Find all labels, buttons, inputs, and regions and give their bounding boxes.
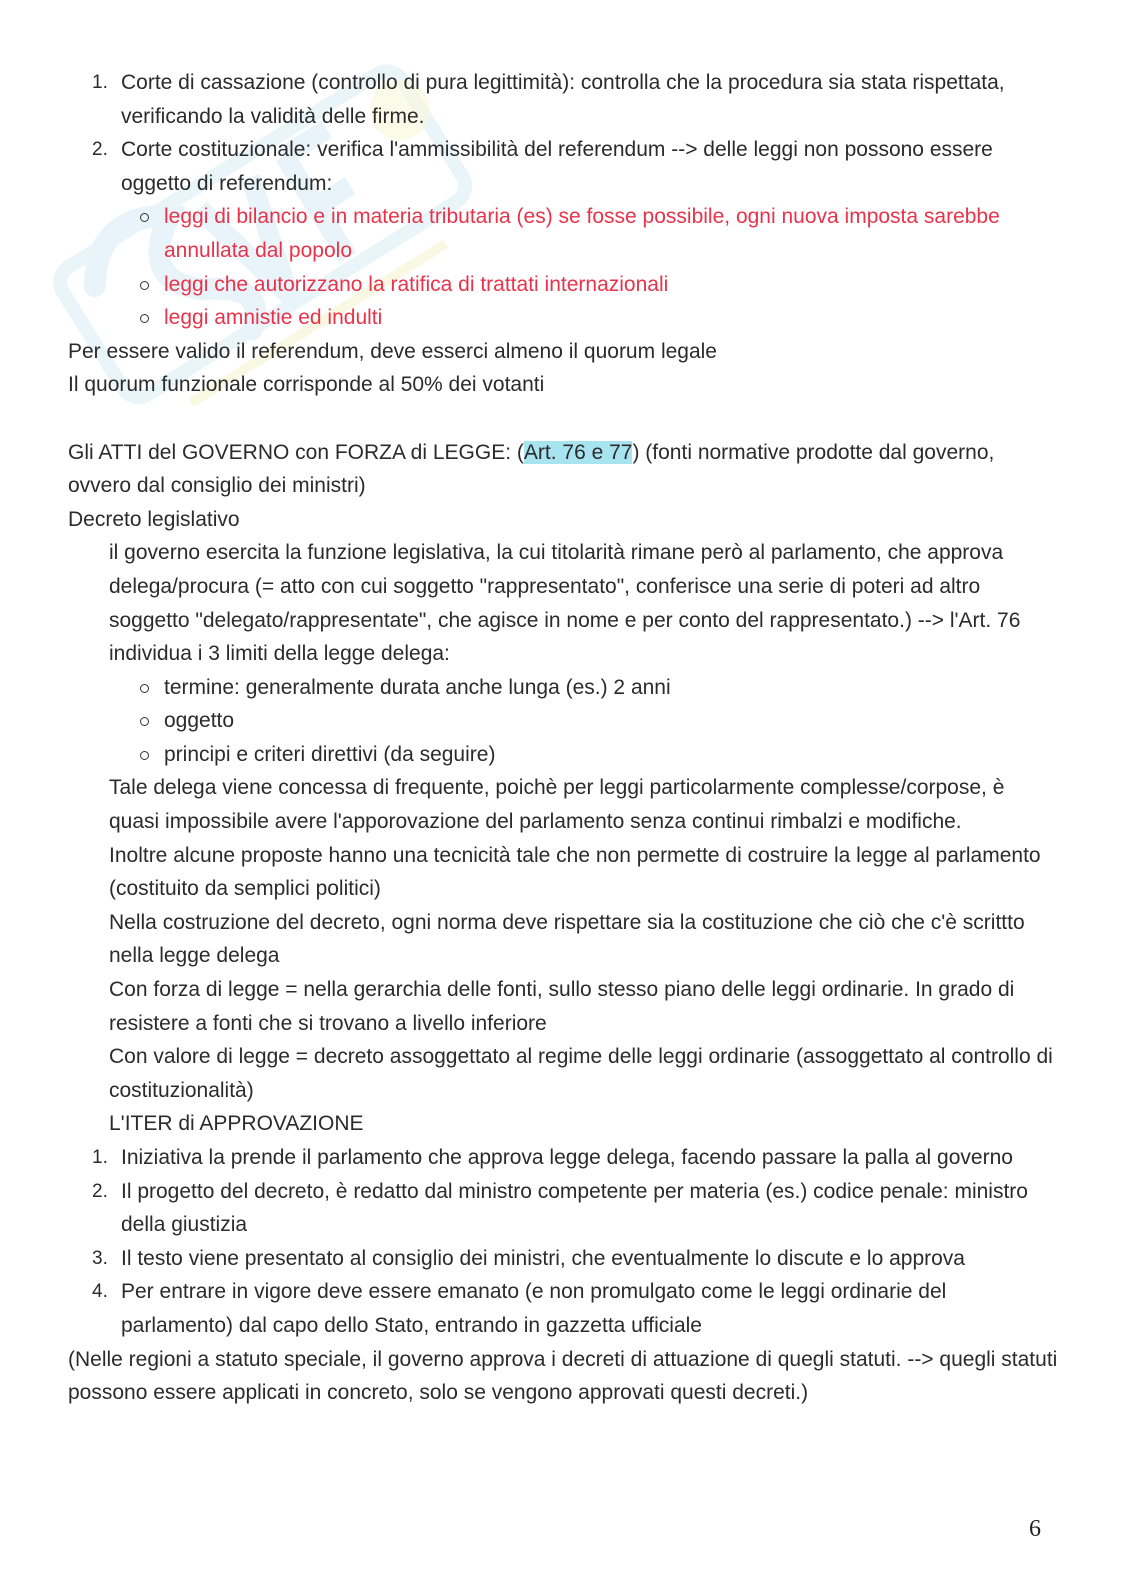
page-number: 6 [1029, 1516, 1041, 1542]
paragraph: Nella costruzione del decreto, ogni norma deve rispettare sia la costituzione che ciò che c'è scrittto nella legge delega [109, 910, 1025, 968]
closing-note: (Nelle regioni a statuto speciale, il governo approva i decreti di attuazione di quegli statuti. --> quegli statuti possono essere applicati in concreto, solo se vengono approvati questi decreti.) [68, 1347, 1058, 1405]
limiti-list [68, 671, 1058, 772]
list-item-text: Per entrare in vigore deve essere emanato (e non promulgato come le leggi ordinarie del parlamento) dal capo dello Stato, entrando in gazzetta ufficiale [121, 1280, 947, 1337]
list-item-text: Corte di cassazione (controllo di pura legittimità): controlla che la procedura sia stata rispettata, verificando la validità delle firme. [121, 71, 1005, 128]
list-number: 4. [92, 1281, 108, 1303]
list-item-text: Iniziativa la prende il parlamento che approva legge delega, facendo passare la palla al governo [121, 1146, 1013, 1169]
paragraph: Inoltre alcune proposte hanno una tecnicità tale che non permette di costruire la legge al parlamento (costituito da semplici politici) [109, 843, 1041, 901]
article-highlight: Art. 76 e 77 [523, 440, 633, 464]
list-item [68, 1242, 1058, 1276]
iter-heading: L'ITER di APPROVAZIONE [109, 1112, 364, 1136]
excluded-laws-list [68, 200, 1058, 334]
list-item: leggi di bilancio e in materia tributaria (es) se fosse possibile, ogni nuova imposta sarebbe annullata dal popolo [164, 200, 1058, 267]
list-item: principi e criteri direttivi (da seguire) [164, 738, 1058, 772]
list-item-text: Il testo viene presentato al consiglio dei ministri, che eventualmente lo discute e lo approva [121, 1246, 965, 1270]
iter-list [68, 1141, 1058, 1343]
paragraph: Tale delega viene concessa di frequente, poichè per leggi particolarmente complesse/corpose, è quasi impossibile avere l'apporovazione del parlamento senza continui rimbalzi e modifiche. [109, 776, 1005, 834]
paragraph: Con forza di legge = nella gerarchia delle fonti, sullo stesso piano delle leggi ordinarie. In grado di resistere a fonti che si trovano a livello inferiore [109, 978, 1015, 1035]
list-item: termine: generalmente durata anche lunga (es.) 2 anni [164, 671, 1058, 705]
atti-governo-heading [68, 436, 1058, 503]
list-number: 3. [92, 1247, 108, 1269]
delega-paragraph: il governo esercita la funzione legislativa, la cui titolarità rimane però al parlamento, che approva delega/procura (= atto con cui soggetto "rappresentato", conferisce una serie di poteri ad altro soggetto "delegato/rappresentate", che agisce in nome e per conto del rappresentato.) --> l'Art. 76 individua i 3 limiti della legge delega: [109, 541, 1021, 666]
list-item-text: Corte costituzionale: verifica l'ammissibilità del referendum --> delle leggi non possono essere oggetto di referendum: [121, 138, 993, 195]
atti-heading-tail: ) (fonti normative prodotte dal governo, ovvero dal consiglio dei ministri) [68, 440, 995, 498]
list-number: 1. [92, 1147, 108, 1168]
list-item: leggi amnistie ed indulti [164, 301, 1058, 335]
list-item [68, 1175, 1058, 1242]
list-item-text: Il progetto del decreto, è redatto dal ministro competente per materia (es.) codice penale: ministro della giustizia [121, 1179, 1028, 1237]
list-item [68, 66, 1058, 133]
verification-list [68, 66, 1058, 200]
list-item: oggetto [164, 704, 1058, 738]
quorum-legale-text: Per essere valido il referendum, deve esserci almeno il quorum legale [68, 339, 717, 363]
document-content [68, 66, 1058, 1410]
list-item [68, 1275, 1058, 1342]
list-item: leggi che autorizzano la ratifica di trattati internazionali [164, 268, 1058, 302]
atti-heading-text: Gli ATTI del GOVERNO con FORZA di LEGGE: ( [68, 440, 524, 464]
decreto-heading: Decreto legislativo [68, 507, 240, 531]
list-item [68, 133, 1058, 200]
list-number: 1. [92, 72, 108, 93]
list-number: 2. [92, 1180, 108, 1202]
spacer [68, 402, 1058, 436]
list-item [68, 1141, 1058, 1175]
list-number: 2. [92, 139, 108, 161]
paragraph: Con valore di legge = decreto assoggettato al regime delle leggi ordinarie (assoggettato al controllo di costituzionalità) [109, 1045, 1053, 1102]
quorum-funzionale-text: Il quorum funzionale corrisponde al 50% dei votanti [68, 373, 545, 397]
